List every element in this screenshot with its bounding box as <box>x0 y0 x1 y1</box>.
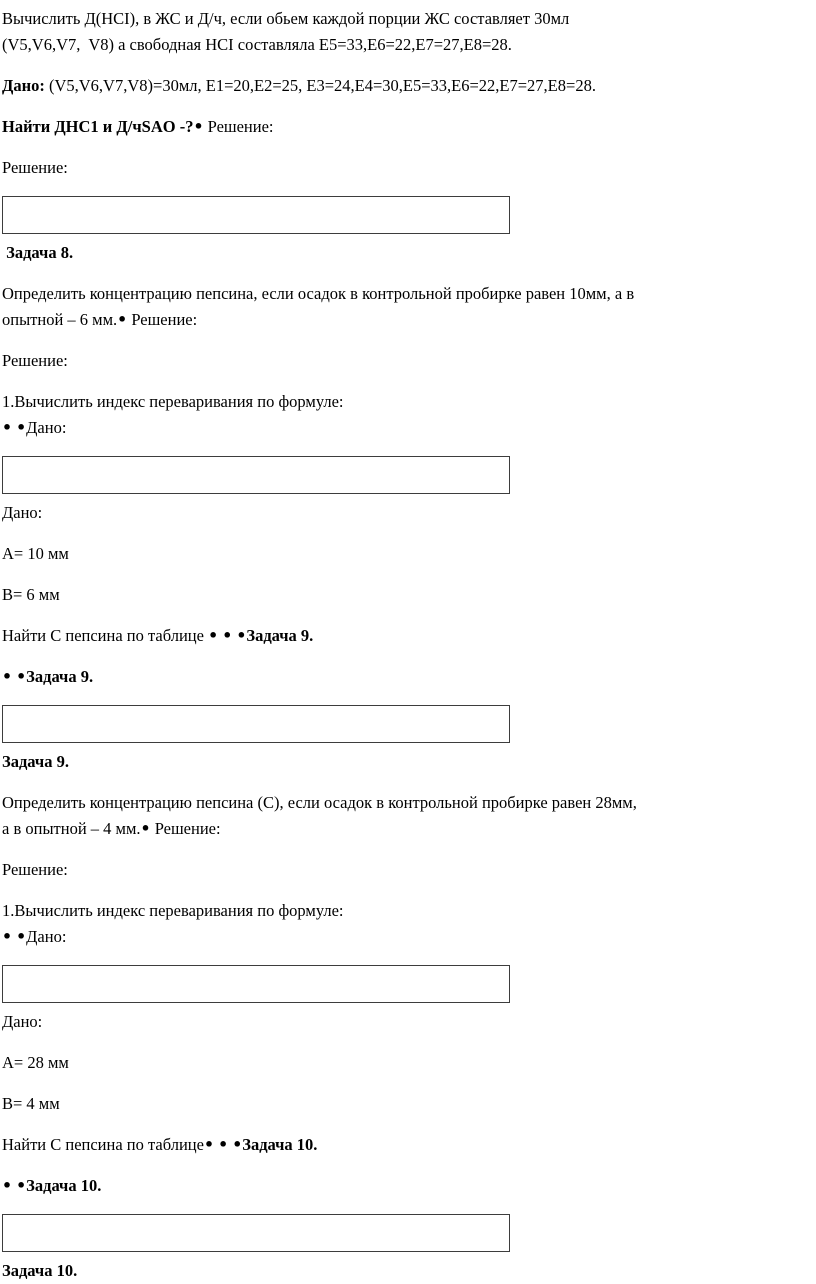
task7-statement <box>2 6 814 58</box>
answer-box-5[interactable] <box>2 1214 510 1252</box>
text-segment: Определить концентрацию пепсина, если осадок в контрольной пробирке равен 10мм, а в <box>2 284 635 303</box>
bullet-marker: • <box>222 626 233 645</box>
text-segment: Задача 10. <box>26 1176 102 1195</box>
task9-given-label <box>2 1009 814 1035</box>
text-segment: Задача 10. <box>2 1261 78 1280</box>
text-segment: Задача 8. <box>2 243 74 262</box>
task9-value-a <box>2 1050 814 1076</box>
bullet-marker: • <box>16 418 27 437</box>
text-segment: 1.Вычислить индекс переваривания по формуле: <box>2 901 344 920</box>
solution-label-2 <box>2 348 814 374</box>
bullet-marker: • <box>232 1135 243 1154</box>
text-segment: опытной – 6 мм. <box>2 310 118 329</box>
task7-given <box>2 73 814 99</box>
text-segment: Вычислить Д(HCI), в ЖС и Д/ч, если обьем каждой порции ЖС составляет 30мл <box>2 9 570 28</box>
text-segment: Найти С пепсина по таблице <box>2 1135 204 1154</box>
task9-value-b <box>2 1091 814 1117</box>
task10-preheading <box>2 1173 814 1199</box>
text-segment: Решение: <box>203 117 274 136</box>
task8-formula-step <box>2 389 814 441</box>
text-segment: (V5,V6,V7, V8) а свободная HCI составляла Е5=33,Е6=22,Е7=27,Е8=28. <box>2 35 512 54</box>
text-segment: 1.Вычислить индекс переваривания по формуле: <box>2 392 344 411</box>
task9-formula-step <box>2 898 814 950</box>
text-segment: Дано: <box>26 418 67 437</box>
text-segment: а в опытной – 4 мм. <box>2 819 141 838</box>
text-segment: В= 4 мм <box>2 1094 60 1113</box>
task9-preheading <box>2 664 814 690</box>
bullet-marker: • <box>140 819 151 838</box>
bullet-marker: • <box>2 418 13 437</box>
task9-heading <box>2 749 814 775</box>
task8-given-label <box>2 500 814 526</box>
bullet-marker: • <box>236 626 247 645</box>
text-segment: Решение: <box>2 860 68 879</box>
task7-find <box>2 114 814 140</box>
text-segment: А= 10 мм <box>2 544 69 563</box>
task8-find <box>2 623 814 649</box>
text-segment: (V5,V6,V7,V8)=30мл, Е1=20,Е2=25, Е3=24,Е4=30,Е5=33,Е6=22,Е7=27,Е8=28. <box>48 76 596 95</box>
bullet-marker: • <box>2 927 13 946</box>
text-segment: В= 6 мм <box>2 585 60 604</box>
bullet-marker: • <box>218 1135 229 1154</box>
task9-statement <box>2 790 814 842</box>
text-segment: А= 28 мм <box>2 1053 69 1072</box>
text-segment: Решение: <box>127 310 198 329</box>
text-segment: Дано: <box>2 503 43 522</box>
text-segment: Найти ДНС1 и Д/чSAO -? <box>2 117 194 136</box>
solution-label-1 <box>2 155 814 181</box>
task8-statement <box>2 281 814 333</box>
text-segment: Задача 10. <box>242 1135 318 1154</box>
text-segment: Задача 9. <box>2 752 69 771</box>
answer-box-3[interactable] <box>2 705 510 743</box>
answer-box-4[interactable] <box>2 965 510 1003</box>
task9-find <box>2 1132 814 1158</box>
bullet-marker: • <box>2 667 13 686</box>
answer-box-1[interactable] <box>2 196 510 234</box>
task8-value-b <box>2 582 814 608</box>
task8-heading <box>2 240 814 266</box>
text-segment: Решение: <box>2 351 68 370</box>
document-content <box>2 6 814 1284</box>
text-segment: Определить концентрацию пепсина (С), если осадок в контрольной пробирке равен 28мм, <box>2 793 637 812</box>
bullet-marker: • <box>16 927 27 946</box>
bullet-marker: • <box>2 1176 13 1195</box>
text-segment: Решение: <box>2 158 68 177</box>
bullet-marker: • <box>203 1135 214 1154</box>
answer-box-2[interactable] <box>2 456 510 494</box>
text-segment: Дано: <box>26 927 67 946</box>
text-segment: Задача 9. <box>246 626 314 645</box>
text-segment: Решение: <box>150 819 221 838</box>
task8-value-a <box>2 541 814 567</box>
text-segment: Задача 9. <box>26 667 94 686</box>
bullet-marker: • <box>16 1176 27 1195</box>
bullet-marker: • <box>16 667 27 686</box>
solution-label-3 <box>2 857 814 883</box>
text-segment: Дано: <box>2 76 49 95</box>
text-segment: Дано: <box>2 1012 43 1031</box>
bullet-marker: • <box>117 310 128 329</box>
task10-heading <box>2 1258 814 1284</box>
bullet-marker: • <box>208 626 219 645</box>
text-segment: Найти С пепсина по таблице <box>2 626 209 645</box>
bullet-marker: • <box>193 117 204 136</box>
